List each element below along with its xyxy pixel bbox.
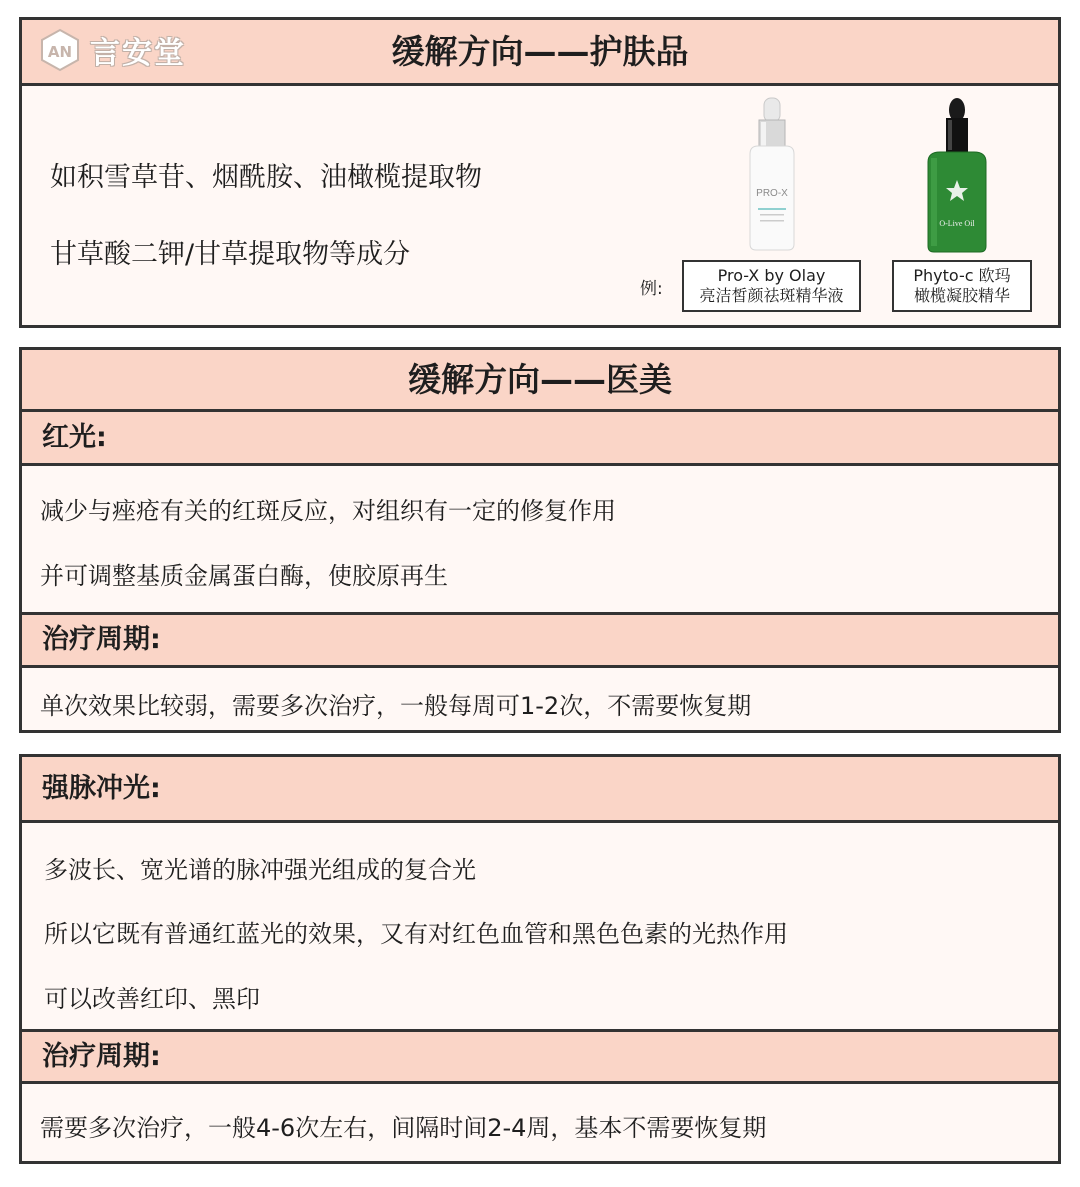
ipl-panel	[19, 754, 1061, 1164]
prox-bottle-text: PRO-X	[756, 188, 788, 199]
product-name-prox: Pro-X by Olay	[717, 266, 826, 285]
ipl-cycle-text: 需要多次治疗，一般4-6次左右，间隔时间2-4周，基本不需要恢复期	[40, 1114, 767, 1142]
prox-serum-bottle-image	[742, 96, 802, 251]
logo-mark-text: AN	[47, 43, 73, 61]
phytoc-bottle-text: O-Live Oil	[939, 219, 975, 228]
product-desc-prox: 亮洁皙颜祛斑精华液	[699, 286, 844, 305]
watermark-logo	[38, 28, 186, 72]
skincare-line-2: 甘草酸二钾/甘草提取物等成分	[50, 239, 411, 270]
red-light-cycle-heading: 治疗周期:	[22, 612, 1058, 668]
ipl-line-3: 可以改善红印、黑印	[44, 985, 260, 1013]
watermark-text: 言安堂	[90, 36, 186, 71]
phytoc-serum-bottle-image	[922, 96, 992, 254]
skincare-title: 缓解方向——护肤品	[22, 20, 1058, 86]
product-desc-phytoc: 橄榄凝胶精华	[913, 286, 1010, 305]
aesthetic-panel	[19, 347, 1061, 733]
product-label-prox	[682, 260, 861, 312]
ipl-line-2: 所以它既有普通红蓝光的效果，又有对红色血管和黑色色素的光热作用	[44, 920, 788, 948]
ipl-line-1: 多波长、宽光谱的脉冲强光组成的复合光	[44, 856, 476, 884]
product-name-phytoc: Phyto-c 欧玛	[913, 266, 1011, 285]
aesthetic-title: 缓解方向——医美	[22, 350, 1058, 409]
red-light-line-1: 减少与痤疮有关的红斑反应，对组织有一定的修复作用	[40, 497, 616, 525]
ipl-cycle-heading: 治疗周期:	[22, 1029, 1058, 1084]
example-label: 例:	[640, 279, 663, 299]
red-light-cycle-text: 单次效果比较弱，需要多次治疗，一般每周可1-2次，不需要恢复期	[40, 692, 752, 720]
logo-hexagon-icon	[38, 28, 82, 72]
red-light-heading: 红光:	[22, 409, 1058, 466]
skincare-line-1: 如积雪草苷、烟酰胺、油橄榄提取物	[50, 162, 482, 193]
ipl-heading: 强脉冲光:	[22, 757, 1058, 823]
red-light-line-2: 并可调整基质金属蛋白酶，使胶原再生	[40, 562, 448, 590]
product-label-phytoc	[892, 260, 1032, 312]
